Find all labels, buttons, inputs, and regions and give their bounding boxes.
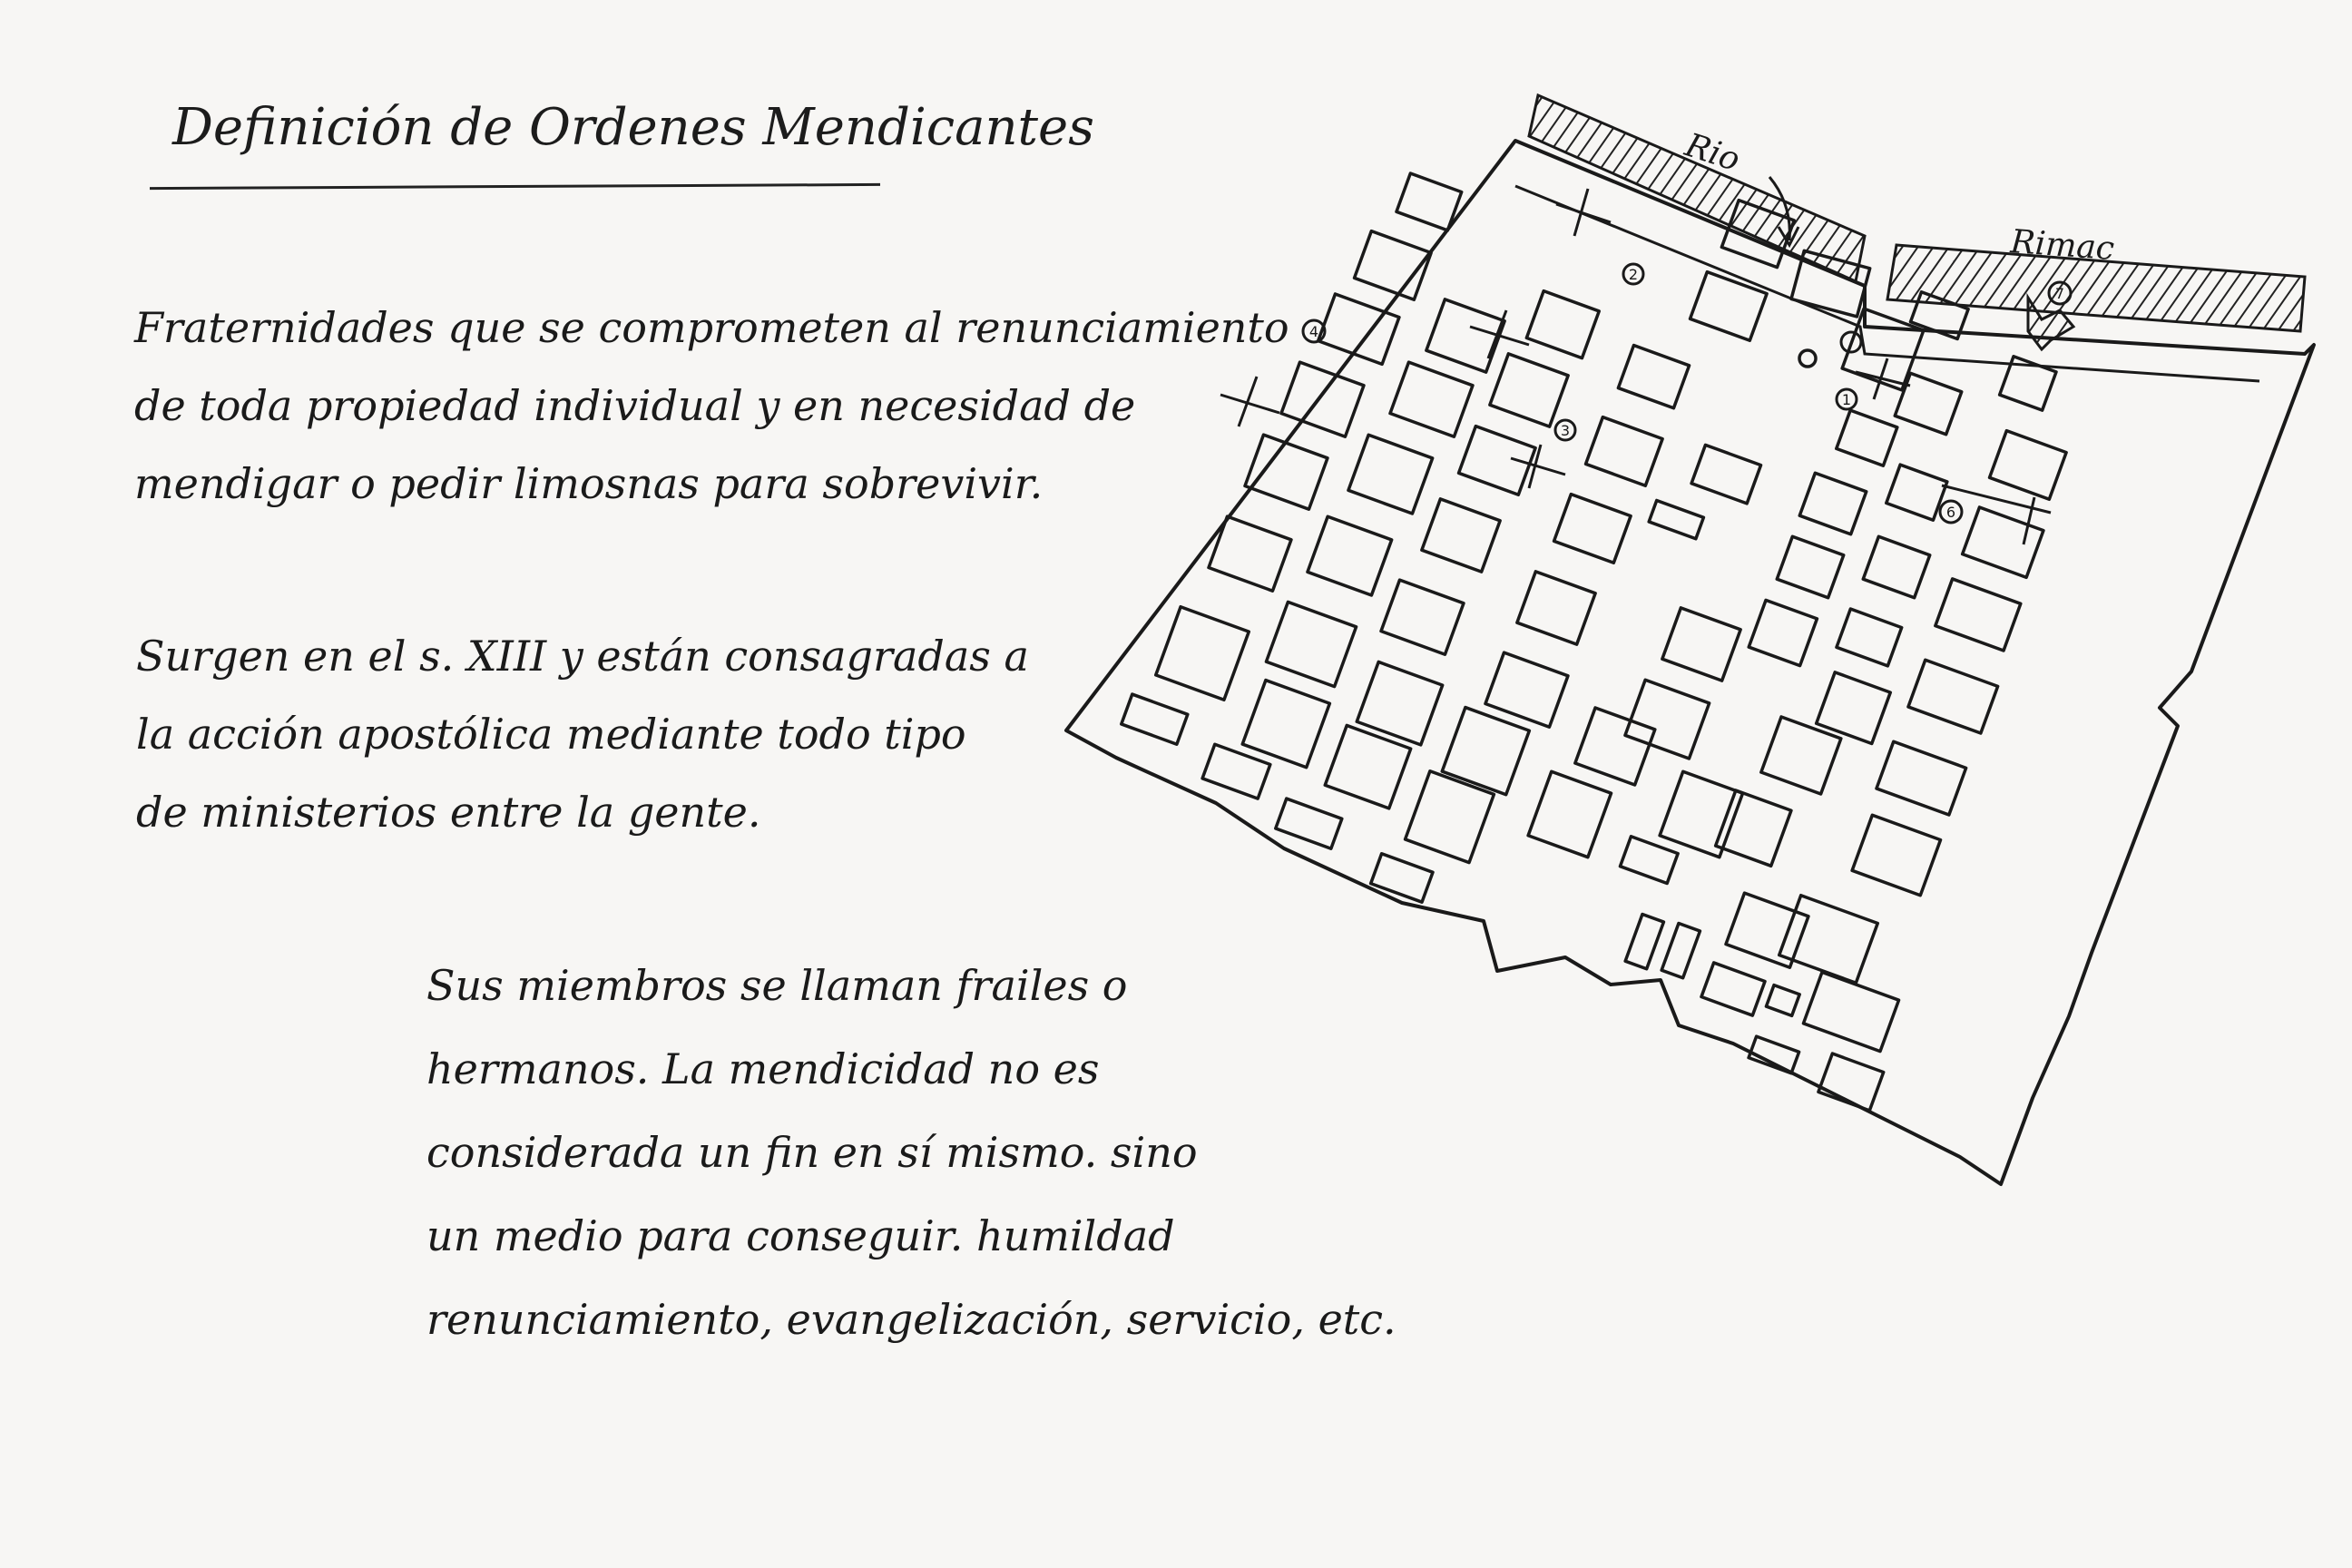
svg-text:3: 3: [1560, 422, 1571, 439]
city-grid-map: [1044, 54, 2352, 1307]
svg-text:7: 7: [2054, 285, 2065, 302]
svg-text:1: 1: [1841, 391, 1852, 408]
paragraph-line: Surgen en el s. XIII y están consagradas a: [136, 632, 1029, 681]
paragraph-line: de ministerios entre la gente.: [136, 788, 761, 837]
page-title: Definición de Ordenes Mendicantes: [172, 98, 1094, 157]
paragraph-line: un medio para conseguir. humildad: [426, 1211, 1175, 1260]
svg-text:2: 2: [1628, 266, 1639, 283]
paragraph-line: Sus miembros se llaman frailes o: [426, 961, 1128, 1010]
svg-text:6: 6: [1945, 504, 1956, 521]
paragraph-line: la acción apostólica mediante todo tipo: [136, 710, 966, 759]
paragraph-line: mendigar o pedir limosnas para sobrevivir.: [134, 459, 1044, 508]
paragraph-line: de toda propiedad individual y en necesidad de: [134, 381, 1136, 430]
city-blocks: [1122, 173, 2066, 1111]
paragraph-line: renunciamiento, evangelización, servicio, etc.: [426, 1295, 1396, 1344]
map-drawing: [1044, 54, 2352, 1307]
paragraph-origin: [136, 617, 1029, 851]
paragraph-line: considerada un fin en sí mismo. sino: [426, 1128, 1198, 1177]
river-label-rimac: Rimac: [2009, 223, 2116, 268]
river-label-rio: Rio: [1681, 126, 1745, 180]
plaza-circle: [1799, 350, 1816, 367]
title-underline: [150, 183, 880, 190]
svg-text:4: 4: [1308, 323, 1319, 340]
paragraph-line: hermanos. La mendicidad no es: [426, 1044, 1100, 1093]
paragraph-line: Fraternidades que se comprometen al renunciamiento: [134, 303, 1289, 352]
